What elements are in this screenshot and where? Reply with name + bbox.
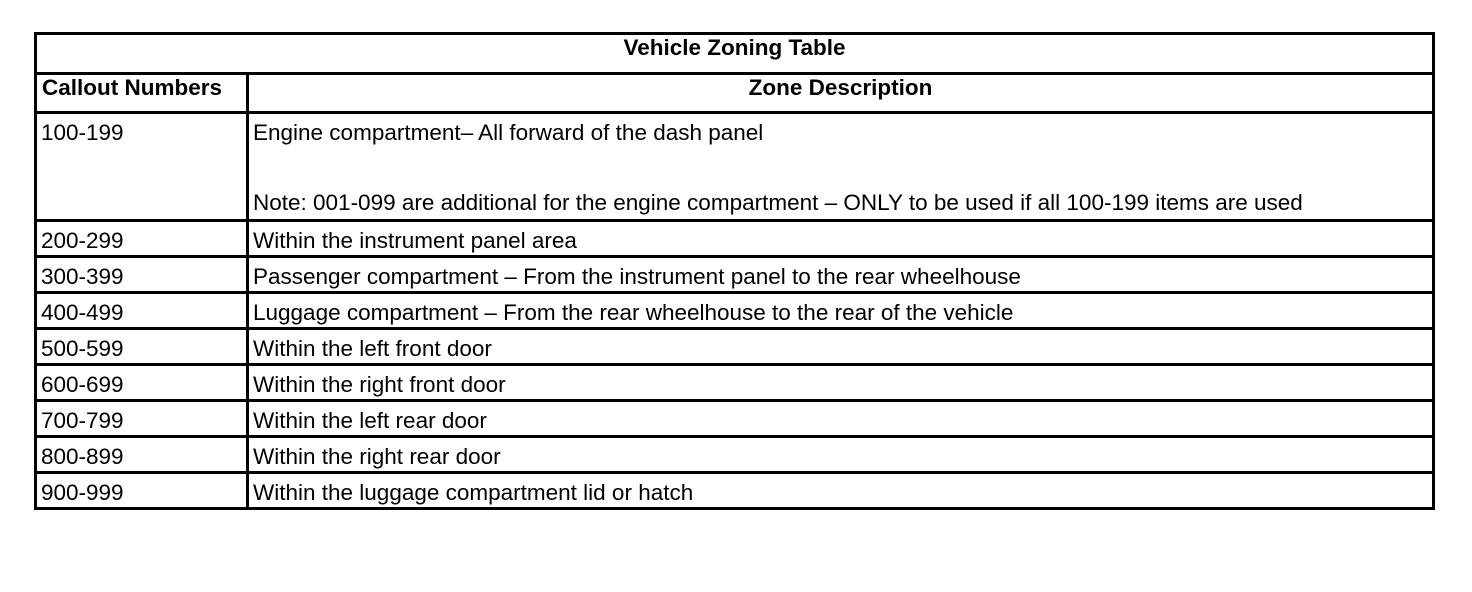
description-cell: Within the right rear door (248, 437, 1434, 473)
callout-cell: 800-899 (36, 437, 248, 473)
description-text: Engine compartment– All forward of the dash panel (253, 120, 764, 145)
note-text: Note: 001-099 are additional for the engine compartment – ONLY to be used if all 100-199 items are used (253, 189, 1303, 215)
callout-cell: 700-799 (36, 401, 248, 437)
table-row (36, 437, 1434, 473)
description-cell (248, 113, 1434, 221)
header-callout-numbers: Callout Numbers (36, 74, 248, 113)
vehicle-zoning-table (34, 32, 1435, 510)
table-row (36, 473, 1434, 509)
callout-cell: 500-599 (36, 329, 248, 365)
callout-cell: 100-199 (36, 113, 248, 221)
table-title: Vehicle Zoning Table (36, 34, 1434, 74)
description-cell: Luggage compartment – From the rear wheelhouse to the rear of the vehicle (248, 293, 1434, 329)
header-zone-description: Zone Description (248, 74, 1434, 113)
callout-cell: 200-299 (36, 221, 248, 257)
description-cell: Passenger compartment – From the instrument panel to the rear wheelhouse (248, 257, 1434, 293)
table-row (36, 329, 1434, 365)
table-row (36, 401, 1434, 437)
callout-cell: 300-399 (36, 257, 248, 293)
table-header-row (36, 74, 1434, 113)
callout-cell: 400-499 (36, 293, 248, 329)
description-cell: Within the right front door (248, 365, 1434, 401)
description-cell: Within the left front door (248, 329, 1434, 365)
table-title-row (36, 34, 1434, 74)
description-cell: Within the left rear door (248, 401, 1434, 437)
table-row (36, 257, 1434, 293)
callout-cell: 900-999 (36, 473, 248, 509)
table-row (36, 221, 1434, 257)
description-cell: Within the luggage compartment lid or hatch (248, 473, 1434, 509)
table-row (36, 293, 1434, 329)
callout-cell: 600-699 (36, 365, 248, 401)
table-row (36, 113, 1434, 221)
description-cell: Within the instrument panel area (248, 221, 1434, 257)
table-row (36, 365, 1434, 401)
